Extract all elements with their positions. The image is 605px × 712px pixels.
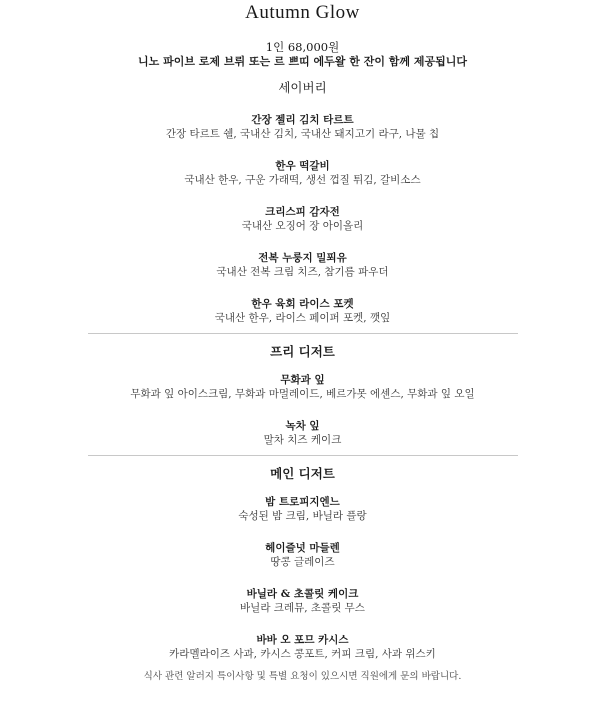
menu-item	[0, 113, 605, 141]
item-description: 땅콩 글레이즈	[270, 556, 335, 568]
item-name: 바바 오 포므 카시스	[256, 634, 349, 646]
item-name: 전복 누룽지 밀푀유	[258, 252, 347, 264]
item-name: 밤 트로피지엔느	[265, 496, 340, 508]
menu-item	[0, 205, 605, 233]
allergy-footnote: 식사 관련 알러지 특이사항 및 특별 요청이 있으시면 직원에게 문의 바랍니다.	[143, 671, 462, 682]
section-title-pre-dessert: 프리 디저트	[270, 344, 335, 359]
item-description: 숙성된 밤 크림, 바닐라 플랑	[238, 510, 367, 522]
item-description: 국내산 한우, 구운 가래떡, 생선 껍질 튀김, 갈비소스	[184, 174, 421, 186]
menu-item	[0, 495, 605, 523]
section-pre-dessert	[0, 344, 605, 447]
item-name: 간장 젤리 김치 타르트	[251, 114, 354, 126]
section-title-savory: 세이버리	[278, 80, 327, 95]
section-divider	[88, 333, 518, 334]
menu-item	[0, 251, 605, 279]
menu-title: Autumn Glow	[245, 2, 360, 23]
item-description: 국내산 오징어 장 아이올리	[241, 220, 364, 232]
menu-item	[0, 587, 605, 615]
section-savory	[0, 80, 605, 325]
item-name: 녹차 잎	[285, 420, 320, 432]
section-divider	[88, 455, 518, 456]
section-title-main-dessert: 메인 디저트	[270, 466, 335, 481]
section-main-dessert	[0, 466, 605, 661]
item-name: 한우 육회 라이스 포켓	[251, 298, 354, 310]
item-name: 크리스피 감자전	[265, 206, 340, 218]
item-description: 국내산 한우, 라이스 페이퍼 포켓, 깻잎	[214, 312, 391, 324]
menu-item	[0, 159, 605, 187]
item-name: 무화과 잎	[280, 374, 325, 386]
menu-item	[0, 541, 605, 569]
item-name: 한우 떡갈비	[275, 160, 330, 172]
item-description: 간장 타르트 쉘, 국내산 김치, 국내산 돼지고기 라구, 나물 칩	[165, 128, 440, 140]
menu-item	[0, 633, 605, 661]
menu-item	[0, 373, 605, 401]
menu-price: 1인 68,000원	[265, 40, 340, 54]
menu-item	[0, 419, 605, 447]
item-description: 국내산 전복 크림 치즈, 참기름 파우더	[216, 266, 389, 278]
item-name: 바닐라 & 초콜릿 케이크	[246, 588, 359, 600]
item-description: 무화과 잎 아이스크림, 무화과 마멀레이드, 베르가못 에센스, 무화과 잎 오일	[130, 388, 475, 400]
item-name: 헤이즐넛 마들렌	[265, 542, 340, 554]
menu-item	[0, 297, 605, 325]
item-description: 말차 치즈 케이크	[263, 434, 342, 446]
item-description: 카라멜라이즈 사과, 카시스 콩포트, 커피 크림, 사과 위스키	[169, 648, 436, 660]
item-description: 바닐라 크레뮤, 초콜릿 무스	[240, 602, 365, 614]
pairing-note: 니노 파이브 로제 브뤼 또는 르 쁘띠 에두왈 한 잔이 함께 제공됩니다	[137, 55, 468, 68]
